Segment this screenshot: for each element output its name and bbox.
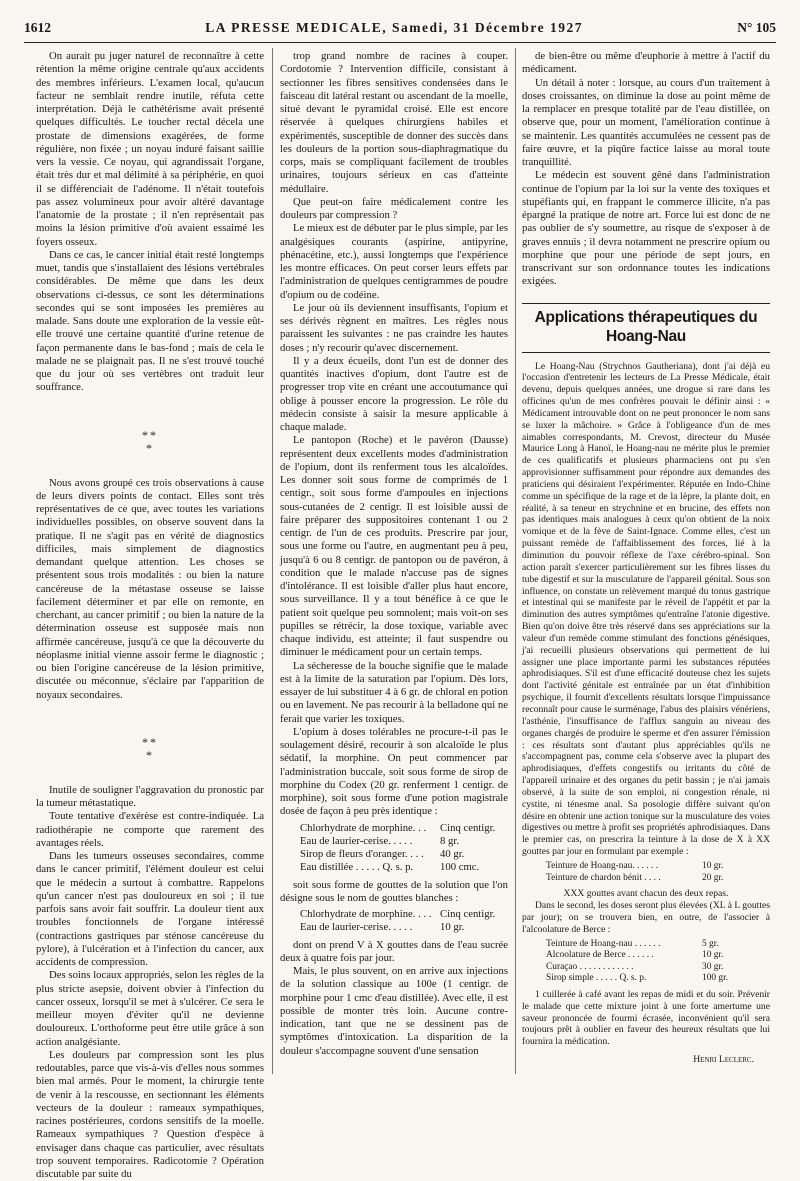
paragraph: Il y a deux écueils, dont l'un est de donner des quantités inactives d'opium, dont l'autre est de progresser trop vite en créant une accoutumance qui oblige à pousser encore la progression. Le rôle du médecin consiste à saisir la mesure applicable à chaque malade.: [280, 354, 508, 433]
paragraph: Inutile de souligner l'aggravation du pronostic par la tumeur métastatique.: [36, 783, 264, 809]
quantity: 20 gr.: [702, 872, 724, 883]
paragraph: Des soins locaux appropriés, selon les règles de la plus stricte asepsie, doivent obvier à l'infection du cancer osseux, lorsqu'il se met à s'ulcérer. Ce sera le meilleur moyen d'éviter qu'il ne devienne douloureux. L'orthoforme peut être utile grâce à son action analgésiante.: [36, 969, 264, 1048]
quantity: 5 gr.: [702, 938, 719, 949]
page-number: 1612: [24, 20, 51, 35]
quantity: Cinq centigr.: [440, 821, 496, 834]
paragraph: L'opium à doses tolérables ne procure-t-il pas le soulagement désiré, recourir à son alcaloïde le plus sédatif, la morphine. On peut commencer par l'administration buccale, soit sous forme de sirop de morphine du Codex (20 gr. renferment 1 centigr. de morphine), soit sous forme d'une potion magistrale dosée de façon à peu près identique :: [280, 725, 508, 818]
paragraph: Le jour où ils deviennent insuffisants, l'opium et ses dérivés règnent en maîtres. Les règles nous paraissent les suivantes : ne pas craindre les hautes doses ; n'y recourir qu'avec discernement.: [280, 301, 508, 354]
paragraph: Le Hoang-Nau (Strychnos Gautheriana), dont j'ai déjà eu l'occasion d'entretenir les lecteurs de La Presse Médicale, était devenu, depuis quelques années, une drogue si rare dans les officines qu'un de mes confrères pouvait le définir ainsi : « Médicament introuvable dont on ne peut prononcer le nom sans se luxer la mâchoire. » Grâce à l'obligeance d'un de mes aimables correspondants, M. Crevost, directeur du Musée Maurice Long à Hanoï, le Hoang-nau ne mérite plus le premier de ces qualificatifs et plusieurs pharmaciens ont pu s'en approvisionner suffisamment pour répondre aux demandes des praticiens qui désiraient l'expérimenter. Réputée en Indo-Chine comme un spécifique de la rage et de la lèpre, la plante doit, en réalité, à sa teneur en strychnine et en brucine, des effets non pas identiques mais analogues à ceux qu'on obtient de la noix vomique et de la fève de Saint-Ignace. Comme elles, c'est un puissant remède de l'affaiblissement des forces, lié à la diminution du pouvoir réflexe de l'axe cérébro-spinal. Son action paraît s'exercer particulièrement sur les fibres lisses du tube digestif et sur la musculature de l'appareil génital. Sous son influence, on constate un relèvement marqué du tonus gastrique et intestinal qui se manifeste par le réveil de l'appétit et par la diminution des autres symptômes qu'entraîne l'atonie digestive. Bien qu'on doive être très réservé dans ses appréciations sur la valeur d'un remède comme stimulant des fonctions génésiques, j'ai recueilli plusieurs observations qui permettent de lui assigner une place importante parmi les substances réputées aphrodisiaques. S'il est d'une efficacité douteuse chez les sujets dont l'activité génitale est entraînée par un état d'inhibition psychique, il fournit d'excellents résultats lorsque l'impuissance reconnaît pour cause le surménage, l'abus des plaisirs vénériens, l'asthénie, l'insuffisance de l'afflux sanguin au niveau des organes chargés de produire le sperme et d'en assurer l'émission : ces résultats sont d'autant plus appréciables qu'ils ne s'accompagnent pas, comme cela s'observe avec la plupart des aphrodisiaques, d'effets congestifs ou irritants du côté de l'appareil urinaire et des organes du petit bassin ; je n'ai jamais observé, à la suite de son emploi, ni congestion rénale, ni cystite, ni ténesme anal. Sa posologie diffère suivant qu'on désire en obtenir une action tonique sur la musculature des voies digestives ou mettre à profit ses propriétés aphrodisiaques. Dans le premier cas, on prescrira la teinture à la dose de X à XX gouttes par jour en formulant par exemple :: [522, 360, 770, 858]
paragraph: Les douleurs par compression sont les plus redoutables, parce que vis-à-vis d'elles nous sommes bien mal armés. Pour le moment, la chirurgie tente de venir à la rescousse, en sectionnant les éléments vecteurs de la douleur : rameaux sympathiques, racines postérieures, cordons sensitifs de la moelle. Rameaux sympathiques ? Question d'espèce à envisager dans chaque cas particulier, avec résultats trop souvent temporaires. Radicotomie ? Opération discutable par suite du: [36, 1048, 264, 1180]
paragraph: trop grand nombre de racines à couper. Cordotomie ? Intervention difficile, consistant à sectionner les fibres sensitives condensées dans le faisceau dit latéral restant ou ascendant de la moelle, situé devant le pyramidal croisé. Elle est encore réservée à quelques chirurgiens habiles et expérimentés, susceptible de donner des succès dans les douleurs de la portion sous-diaphragmatique du corps, mais se compliquant facilement de troubles urinaires, toujours sérieux en cas d'atteinte médullaire.: [280, 50, 508, 195]
paragraph: Toute tentative d'exérèse est contre-indiquée. La radiothérapie ne comporte que rarement des avantages réels.: [36, 810, 264, 849]
prescription-line: [300, 908, 508, 921]
ingredient: Curaçao . . . . . . . . . . . .: [546, 961, 634, 972]
paragraph: dont on prend V à X gouttes dans de l'eau sucrée deux à quatre fois par jour.: [280, 938, 508, 964]
ingredient: Chlorhydrate de morphine. . . .: [300, 908, 432, 920]
prescription-line: [546, 950, 770, 962]
paragraph: Dans ce cas, le cancer initial était resté longtemps muet, tandis que s'installaient des lésions vertébrales considérables. De même que dans les deux observations ci-dessus, ce sont les déterminations secondes qui se sont imposées les premières au malade. Sans doute une exploration de la vessie eût-elle trouvé une certaine quantité d'urine retenue de façon permanente dans le bas-fond ; mais de cela le malade ne se plaignait pas. Il ne s'est trouvé touché que du jour où ses vertèbres ont traduit leur souffrance.: [36, 248, 264, 394]
page-header: [24, 20, 776, 40]
prescription-potion: [300, 822, 508, 875]
article-body: [522, 361, 770, 1066]
quantity: 8 gr.: [440, 834, 459, 847]
ingredient: Alcoolature de Berce . . . . . .: [546, 950, 654, 961]
quantity: Cinq centigr.: [440, 908, 496, 920]
prescription-line: [300, 835, 508, 848]
section-asterism: ** *: [142, 427, 158, 455]
column-divider: [515, 48, 516, 1074]
paragraph: Le mieux est de débuter par le plus simple, par les analgésiques courants (aspirine, antipyrine, phénacétine, etc.), aussi longtemps que l'expérience les montre efficaces. On peut corser leurs effets par l'administration de quelques centigrammes de poudre d'opium ou de codéine.: [280, 222, 508, 301]
dosage-note: XXX gouttes avant chacun des deux repas.: [563, 888, 729, 900]
quantity: 30 gr.: [702, 961, 724, 972]
paragraph: Dans les tumeurs osseuses secondaires, comme dans le cancer primitif, l'élément douleur est celui que le médecin a surtout à combattre. Rappelons qu'un cancer n'est pas douloureux en soi ; il tue parfois sans avoir fait souffrir. La douleur tient aux troubles fonctionnels de l'organe intéressé (contractions gastriques par sténose cancéreuse du pylore), à l'ulcération et à l'infection du cancer, aux accidents de compression.: [36, 850, 264, 968]
column-divider: [272, 48, 273, 1074]
paragraph: 1 cuillerée à café avant les repas de midi et du soir. Prévenir le malade que cette mixture joint à une forte amertume une saveur prononcée de fourmi écrasée, inconvénient qu'il sera toujours prêt à oublier en faveur des heureux résultats que lui fournira la médication.: [522, 988, 770, 1048]
paragraph: La sécheresse de la bouche signifie que le malade est à la limite de la saturation par l'opium. Dès lors, essayer de lui substituer 4 à 6 gr. de chloral en potion ou en lavement. Ne pas recourir à la belladone qui ne ferait que varier les toxiques.: [280, 659, 508, 725]
paragraph: Que peut-on faire médicalement contre les douleurs par compression ?: [280, 195, 508, 221]
paragraph: Le pantopon (Roche) et le pavéron (Dausse) représentent deux excellents modes d'administration de l'opium, dont ils renferment tous les alcaloïdes. Les donner soit sous forme de comprimés de 1 centigr., soit sous forme d'ampoules en injections sous-cutanées de 2 centigr. Il est loisible aussi de faire préparer des suppositoires contenant 1 ou 2 centigr. de l'un de ces produits. Prescrire par jour, sous une forme ou l'autre, en augmentant peu à peu, jusqu'à 6 ou 8 centigr. de pantopon ou de pavéron, à condition que le malade n'accuse pas de signes d'intolérance. Il est loisible d'aller plus haut encore, sous surveillance. Il y a tout bénéfice à ce que le patient soit quelque peu somnolent; mais voit-on ses pupilles se rétrécir, la dose toxique, variable avec chaque individu, est atteinte; il faut suspendre ou diminuer le médicament pour un certain temps.: [280, 434, 508, 659]
paragraph: de bien-être ou même d'euphorie à mettre à l'actif du médicament.: [522, 50, 770, 76]
quantity: 10 gr.: [702, 950, 724, 961]
prescription-line: [546, 873, 770, 885]
paragraph: Mais, le plus souvent, on en arrive aux injections de la solution classique au 100e (1 centigr. de morphine pour 1 cmc d'eau distillée). Avec elle, il est possible de monter très loin. Aucune contre-indication, tant que ne se dessinent pas de symptômes d'intoxication. La disparition de la douleur s'accompagne souvent d'une sensation: [280, 965, 508, 1057]
paragraph: soit sous forme de gouttes de la solution que l'on désigne sous le nom de gouttes blanches :: [280, 878, 508, 904]
ingredient: Chlorhydrate de morphine. . .: [300, 821, 427, 834]
ingredient: Eau distillée . . . . . Q. s. p.: [300, 861, 414, 874]
ingredient: Sirop simple . . . . . Q. s. p.: [546, 973, 647, 984]
paragraph: Le médecin est souvent gêné dans l'administration continue de l'opium par la loi sur la vente des toxiques et stupéfiants qui, en frappant le commerce illicite, n'a pas épargné la pratique de notre art. Force lui est donc de ne pas oublier de s'y soumettre, au risque de s'exposer à de graves ennuis ; il devra notamment ne prescrire opium ou morphine que pour une période de sept jours, en transcrivant sur son ordonnance toutes les indications exigées.: [522, 169, 770, 288]
prescription-line: [300, 848, 508, 861]
ingredient: Teinture de chardon bénit . . . .: [546, 872, 661, 883]
quantity: 40 gr.: [440, 848, 465, 860]
prescription-line: [546, 861, 770, 873]
section-rule: [522, 303, 770, 304]
journal-title: LA PRESSE MEDICALE, Samedi, 31 Décembre 1927: [205, 20, 583, 35]
ingredient: Eau de laurier-cerise. . . . .: [300, 921, 413, 934]
prescription-line: [300, 921, 508, 934]
prescription-line: [300, 861, 508, 874]
quantity: 100 gr.: [702, 973, 729, 984]
paragraph: Dans le second, les doses seront plus élevées (XL à L gouttes par jour); on se trouvera bien, en outre, de l'associer à l'alcoolature de Berce :: [522, 899, 770, 935]
paragraph: On aurait pu juger naturel de reconnaître à cette rétention la même origine centrale qu'aux accidents des membres inférieurs. L'examen local, qu'aucun facteur ne semblait rendre inutile, réfuta cette interprétation. Déjà le cathétérisme avait présenté quelques difficultés. Le toucher rectal décela une prostate de dimensions exagérées, de forme régulière, non fixée ; un noyau induré faisant saillie vers la vessie. Ce noyau, qui agrandissait l'organe, était très dur et mal délimité à sa périphérie, en quoi il se différenciait de l'adénome. Il n'était toutefois pas assez volumineux pour avoir altéré davantage l'anatomie de la prostate ; il n'en représentait pas moins la lésion primitive d'où avaient essaimé les foyers osseux.: [36, 50, 264, 248]
ingredient: Eau de laurier-cerise. . . . .: [300, 834, 413, 847]
section-rule: [522, 352, 770, 353]
quantity: 100 cmc.: [440, 861, 480, 874]
issue-number: N° 105: [737, 20, 776, 35]
header-rule: [24, 42, 776, 43]
quantity: 10 gr.: [702, 860, 724, 871]
prescription-line: [546, 973, 770, 985]
paragraph: Nous avons groupé ces trois observations à cause de leurs divers points de contact. Elles sont très représentatives de ce que, avec toutes les variations individuelles possibles, on observe souvent dans la pratique. Il ne s'agit pas en vérité de diagnostics difficiles, mais simplement de diagnostics demandant quelque attention. Les choses se présentent sous trois modalités : ou bien la nature cancéreuse de la métastase osseuse se laisse facilement déterminer et par elle on remonte, en cherchant, au cancer primitif ; ou bien la nature de la détermination osseuse est supposée mais non affirmée cancéreuse, jusqu'à ce que la découverte du néoplasme initial vienne assoir ferme le diagnostic ; ou bien l'origine cancéreuse de la lésion primitive, discutée ou méconnue, s'éclaire par l'apparition de noyaux secondaires.: [36, 476, 264, 701]
column-2: [280, 50, 508, 1070]
column-1: [36, 50, 264, 1180]
ingredient: Sirop de fleurs d'oranger. . . .: [300, 848, 424, 860]
paragraph: Un détail à noter : lorsque, au cours d'un traitement à doses croissantes, on diminue la dose au point même de la remplacer en presque totalité par de l'eau distillée, on observe que, pour un moment, l'amélioration continue à se maintenir. Les quantités accumulées ne cessent pas de faire œuvre, et la piqûre factice laisse au moral toute tranquillité.: [522, 76, 770, 168]
ingredient: Teinture de Hoang-nau. . . . . .: [546, 860, 659, 871]
prescription-line: [546, 962, 770, 974]
prescription-aphrodisiac: [546, 939, 770, 985]
ingredient: Teinture de Hoang-nau . . . . . .: [546, 938, 661, 949]
author-signature: Henri Leclerc.: [693, 1054, 754, 1066]
prescription-tonic: [546, 861, 770, 884]
article-title: Applications thérapeutiques du Hoang-Nau: [534, 308, 758, 345]
quantity: 10 gr.: [440, 921, 465, 934]
column-3: [522, 50, 770, 1070]
prescription-line: [546, 939, 770, 951]
prescription-gouttes-blanches: [300, 908, 508, 935]
prescription-line: [300, 822, 508, 835]
section-asterism: ** *: [142, 734, 158, 762]
